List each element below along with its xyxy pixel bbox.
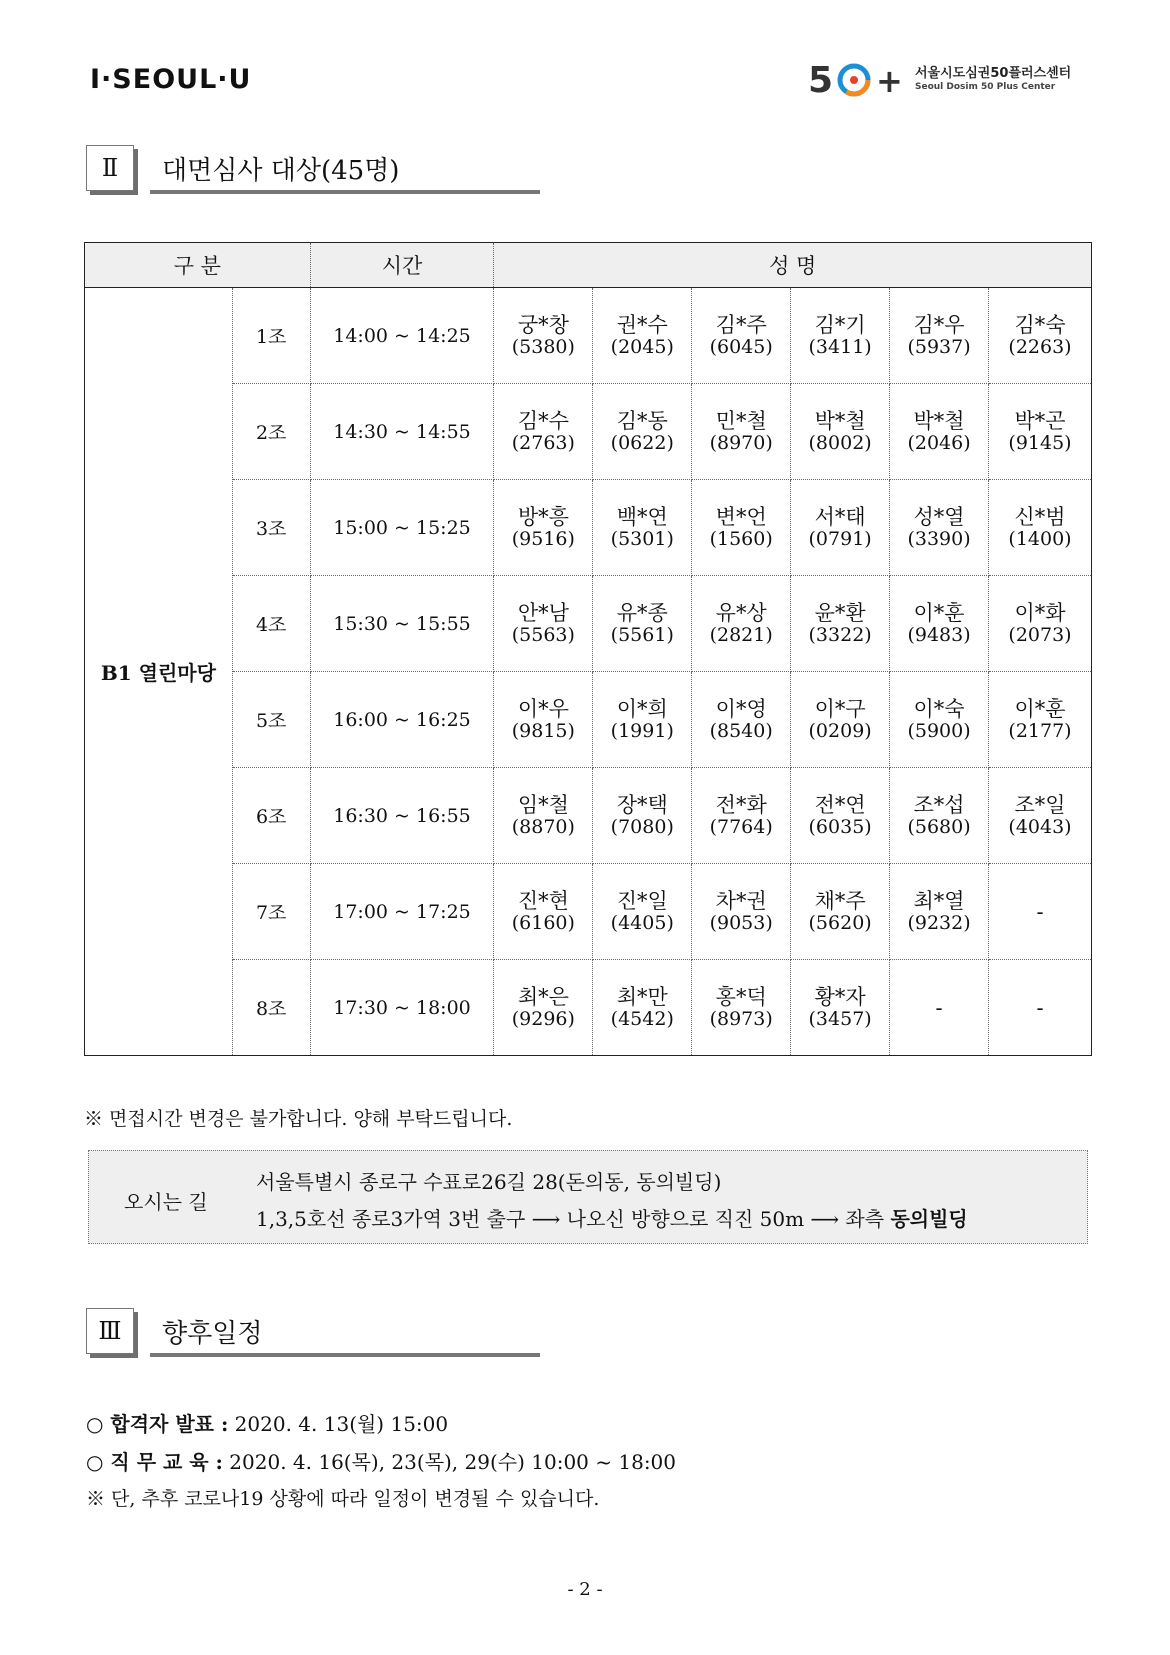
person-name: 궁*창 xyxy=(517,312,569,337)
section-3-underline xyxy=(150,1353,540,1357)
seoul-logo: I·SEOUL·U xyxy=(90,64,252,95)
person-id: (5561) xyxy=(610,623,674,646)
person-id: (9232) xyxy=(907,911,971,934)
person-cell xyxy=(791,672,890,768)
person-id: (0791) xyxy=(808,527,872,550)
person-name: 전*화 xyxy=(715,792,767,817)
table-row xyxy=(85,960,1092,1056)
interview-time-note: ※ 면접시간 변경은 불가합니다. 양해 부탁드립니다. xyxy=(84,1108,513,1130)
directions-label: 오시는 길 xyxy=(124,1190,208,1214)
table-row xyxy=(85,864,1092,960)
person-id: (4542) xyxy=(610,1007,674,1030)
person-name: 변*언 xyxy=(715,504,767,529)
person-cell xyxy=(989,864,1092,960)
person-name: 이*구 xyxy=(814,696,866,721)
person-cell xyxy=(890,576,989,672)
person-cell xyxy=(890,768,989,864)
person-name: 차*권 xyxy=(715,888,767,913)
person-id: (2763) xyxy=(511,431,575,454)
person-name: 황*자 xyxy=(814,984,866,1009)
group-cell: 5조 xyxy=(232,672,310,768)
person-name: 김*기 xyxy=(814,312,866,337)
person-cell xyxy=(791,576,890,672)
person-name: 김*수 xyxy=(517,408,569,433)
person-id: (2073) xyxy=(1008,623,1072,646)
person-id: (5937) xyxy=(907,335,971,358)
person-name: 백*연 xyxy=(616,504,668,529)
person-cell xyxy=(494,288,593,384)
section-2-numeral: Ⅱ xyxy=(86,145,134,191)
person-id: (5620) xyxy=(808,911,872,934)
svg-text:+: + xyxy=(876,62,903,100)
center-name: 서울시도심권50플러스센터 xyxy=(915,66,1072,81)
person-cell xyxy=(692,672,791,768)
person-cell xyxy=(989,288,1092,384)
person-cell xyxy=(989,480,1092,576)
person-id: (3457) xyxy=(808,1007,872,1030)
person-cell xyxy=(890,288,989,384)
person-name: 최*열 xyxy=(913,888,965,913)
group-cell: 2조 xyxy=(232,384,310,480)
person-cell xyxy=(791,288,890,384)
announcement-date: 2020. 4. 13(월) 15:00 xyxy=(228,1412,449,1436)
interview-schedule-table xyxy=(84,242,1092,1056)
person-cell xyxy=(494,768,593,864)
person-id: (9053) xyxy=(709,911,773,934)
person-cell xyxy=(692,288,791,384)
person-name: 최*만 xyxy=(616,984,668,1009)
person-cell xyxy=(989,672,1092,768)
person-cell xyxy=(791,480,890,576)
person-name: 김*주 xyxy=(715,312,767,337)
person-name: 김*동 xyxy=(616,408,668,433)
person-name: 전*연 xyxy=(814,792,866,817)
person-id: (2821) xyxy=(709,623,773,646)
person-cell xyxy=(494,864,593,960)
time-cell: 16:30 ~ 16:55 xyxy=(310,768,494,864)
person-id: (2263) xyxy=(1008,335,1072,358)
group-cell: 3조 xyxy=(232,480,310,576)
person-name: 박*곤 xyxy=(1014,408,1066,433)
person-id: (3322) xyxy=(808,623,872,646)
person-id: (8870) xyxy=(511,815,575,838)
group-cell: 1조 xyxy=(232,288,310,384)
person-name: 조*일 xyxy=(1014,792,1066,817)
person-id: (8973) xyxy=(709,1007,773,1030)
group-cell: 6조 xyxy=(232,768,310,864)
person-id: (6160) xyxy=(511,911,575,934)
person-id: (5900) xyxy=(907,719,971,742)
group-cell: 4조 xyxy=(232,576,310,672)
person-name: 최*은 xyxy=(517,984,569,1009)
person-cell xyxy=(692,768,791,864)
person-name: 채*주 xyxy=(814,888,866,913)
directions-route xyxy=(256,1203,968,1232)
person-name: - xyxy=(935,995,943,1020)
person-cell xyxy=(692,864,791,960)
person-cell xyxy=(593,672,692,768)
person-id: (6045) xyxy=(709,335,773,358)
person-id: (9516) xyxy=(511,527,575,550)
person-id: (5563) xyxy=(511,623,575,646)
training-schedule xyxy=(86,1446,676,1475)
table-row xyxy=(85,384,1092,480)
person-cell xyxy=(593,576,692,672)
person-cell xyxy=(593,480,692,576)
person-id: (7764) xyxy=(709,815,773,838)
person-cell xyxy=(890,672,989,768)
person-id: (9296) xyxy=(511,1007,575,1030)
person-cell xyxy=(593,960,692,1056)
person-id: (1400) xyxy=(1008,527,1072,550)
person-name: 이*화 xyxy=(1014,600,1066,625)
person-cell xyxy=(494,384,593,480)
svg-text:5: 5 xyxy=(808,60,834,100)
group-cell: 8조 xyxy=(232,960,310,1056)
person-id: (0622) xyxy=(610,431,674,454)
person-cell xyxy=(989,384,1092,480)
person-id: (2177) xyxy=(1008,719,1072,742)
time-cell: 17:00 ~ 17:25 xyxy=(310,864,494,960)
time-cell: 15:30 ~ 15:55 xyxy=(310,576,494,672)
person-cell xyxy=(692,480,791,576)
person-name: 신*범 xyxy=(1014,504,1066,529)
person-name: 장*택 xyxy=(616,792,668,817)
header-category: 구 분 xyxy=(85,243,311,288)
directions-address: 서울특별시 종로구 수표로26길 28(돈의동, 동의빌딩) xyxy=(256,1170,722,1194)
table-row xyxy=(85,768,1092,864)
training-label: ○ 직 무 교 육 : xyxy=(86,1450,223,1474)
time-cell: 15:00 ~ 15:25 xyxy=(310,480,494,576)
person-id: (9483) xyxy=(907,623,971,646)
person-name: 성*열 xyxy=(913,504,965,529)
person-id: (4405) xyxy=(610,911,674,934)
person-cell xyxy=(494,672,593,768)
person-id: (9815) xyxy=(511,719,575,742)
person-name: 이*숙 xyxy=(913,696,965,721)
center-name-english: Seoul Dosim 50 Plus Center xyxy=(915,82,1056,92)
person-id: (4043) xyxy=(1008,815,1072,838)
person-name: - xyxy=(1036,995,1044,1020)
announcement-label: ○ 합격자 발표 : xyxy=(86,1412,229,1436)
schedule-change-note: ※ 단, 추후 코로나19 상황에 따라 일정이 변경될 수 있습니다. xyxy=(86,1488,600,1510)
person-cell xyxy=(890,864,989,960)
person-name: 유*종 xyxy=(616,600,668,625)
person-id: (0209) xyxy=(808,719,872,742)
section-3-title: 향후일정 xyxy=(162,1319,263,1349)
person-id: (3390) xyxy=(907,527,971,550)
person-name: 유*상 xyxy=(715,600,767,625)
person-id: (8002) xyxy=(808,431,872,454)
time-cell: 14:00 ~ 14:25 xyxy=(310,288,494,384)
table-row xyxy=(85,672,1092,768)
person-id: (2045) xyxy=(610,335,674,358)
person-cell xyxy=(989,768,1092,864)
person-cell xyxy=(989,576,1092,672)
person-name: 박*철 xyxy=(814,408,866,433)
header-time: 시간 xyxy=(310,243,494,288)
person-name: 이*훈 xyxy=(1014,696,1066,721)
person-name: 김*우 xyxy=(913,312,965,337)
person-name: 이*우 xyxy=(517,696,569,721)
directions-route-text: 1,3,5호선 종로3가역 3번 출구 ⟶ 나오신 방향으로 직진 50m ⟶ 좌측 xyxy=(256,1207,891,1231)
table-row xyxy=(85,480,1092,576)
person-name: 진*현 xyxy=(517,888,569,913)
person-cell xyxy=(593,864,692,960)
person-name: 민*철 xyxy=(715,408,767,433)
person-id: (5380) xyxy=(511,335,575,358)
person-name: 진*일 xyxy=(616,888,668,913)
section-2-underline xyxy=(150,190,540,194)
section-3-numeral: Ⅲ xyxy=(86,1308,134,1354)
person-cell xyxy=(989,960,1092,1056)
person-name: 이*희 xyxy=(616,696,668,721)
person-cell xyxy=(593,288,692,384)
person-name: - xyxy=(1036,899,1044,924)
person-name: 윤*환 xyxy=(814,600,866,625)
person-cell xyxy=(791,384,890,480)
person-cell xyxy=(494,480,593,576)
time-cell: 16:00 ~ 16:25 xyxy=(310,672,494,768)
directions-building: 동의빌딩 xyxy=(890,1207,968,1231)
person-cell xyxy=(494,576,593,672)
person-cell xyxy=(890,960,989,1056)
section-2-title: 대면심사 대상(45명) xyxy=(162,156,400,186)
person-name: 안*남 xyxy=(517,600,569,625)
person-id: (9145) xyxy=(1008,431,1072,454)
person-cell xyxy=(593,768,692,864)
person-name: 방*흥 xyxy=(517,504,569,529)
time-cell: 14:30 ~ 14:55 xyxy=(310,384,494,480)
person-cell xyxy=(890,384,989,480)
fifty-plus-logo-mark xyxy=(808,56,908,100)
person-id: (2046) xyxy=(907,431,971,454)
person-id: (1560) xyxy=(709,527,773,550)
announcement-schedule xyxy=(86,1408,448,1437)
person-cell xyxy=(791,960,890,1056)
person-cell xyxy=(692,960,791,1056)
person-id: (8540) xyxy=(709,719,773,742)
person-id: (1991) xyxy=(610,719,674,742)
person-name: 조*섭 xyxy=(913,792,965,817)
location-cell: B1 열린마당 xyxy=(85,288,233,1056)
person-cell xyxy=(692,576,791,672)
person-cell xyxy=(692,384,791,480)
person-name: 임*철 xyxy=(517,792,569,817)
person-id: (7080) xyxy=(610,815,674,838)
person-name: 이*영 xyxy=(715,696,767,721)
person-name: 이*훈 xyxy=(913,600,965,625)
person-name: 박*철 xyxy=(913,408,965,433)
table-row xyxy=(85,288,1092,384)
person-id: (6035) xyxy=(808,815,872,838)
person-cell xyxy=(494,960,593,1056)
person-name: 서*태 xyxy=(814,504,866,529)
person-id: (3411) xyxy=(808,335,872,358)
header-names: 성 명 xyxy=(494,243,1092,288)
person-cell xyxy=(890,480,989,576)
person-id: (8970) xyxy=(709,431,773,454)
person-name: 홍*덕 xyxy=(715,984,767,1009)
person-cell xyxy=(791,768,890,864)
person-id: (5680) xyxy=(907,815,971,838)
group-cell: 7조 xyxy=(232,864,310,960)
time-cell: 17:30 ~ 18:00 xyxy=(310,960,494,1056)
training-dates: 2020. 4. 16(목), 23(목), 29(수) 10:00 ~ 18:00 xyxy=(222,1450,677,1474)
person-cell xyxy=(791,864,890,960)
page-number: - 2 - xyxy=(567,1579,603,1600)
person-cell xyxy=(593,384,692,480)
table-row xyxy=(85,576,1092,672)
person-name: 권*수 xyxy=(616,312,668,337)
person-name: 김*숙 xyxy=(1014,312,1066,337)
person-id: (5301) xyxy=(610,527,674,550)
